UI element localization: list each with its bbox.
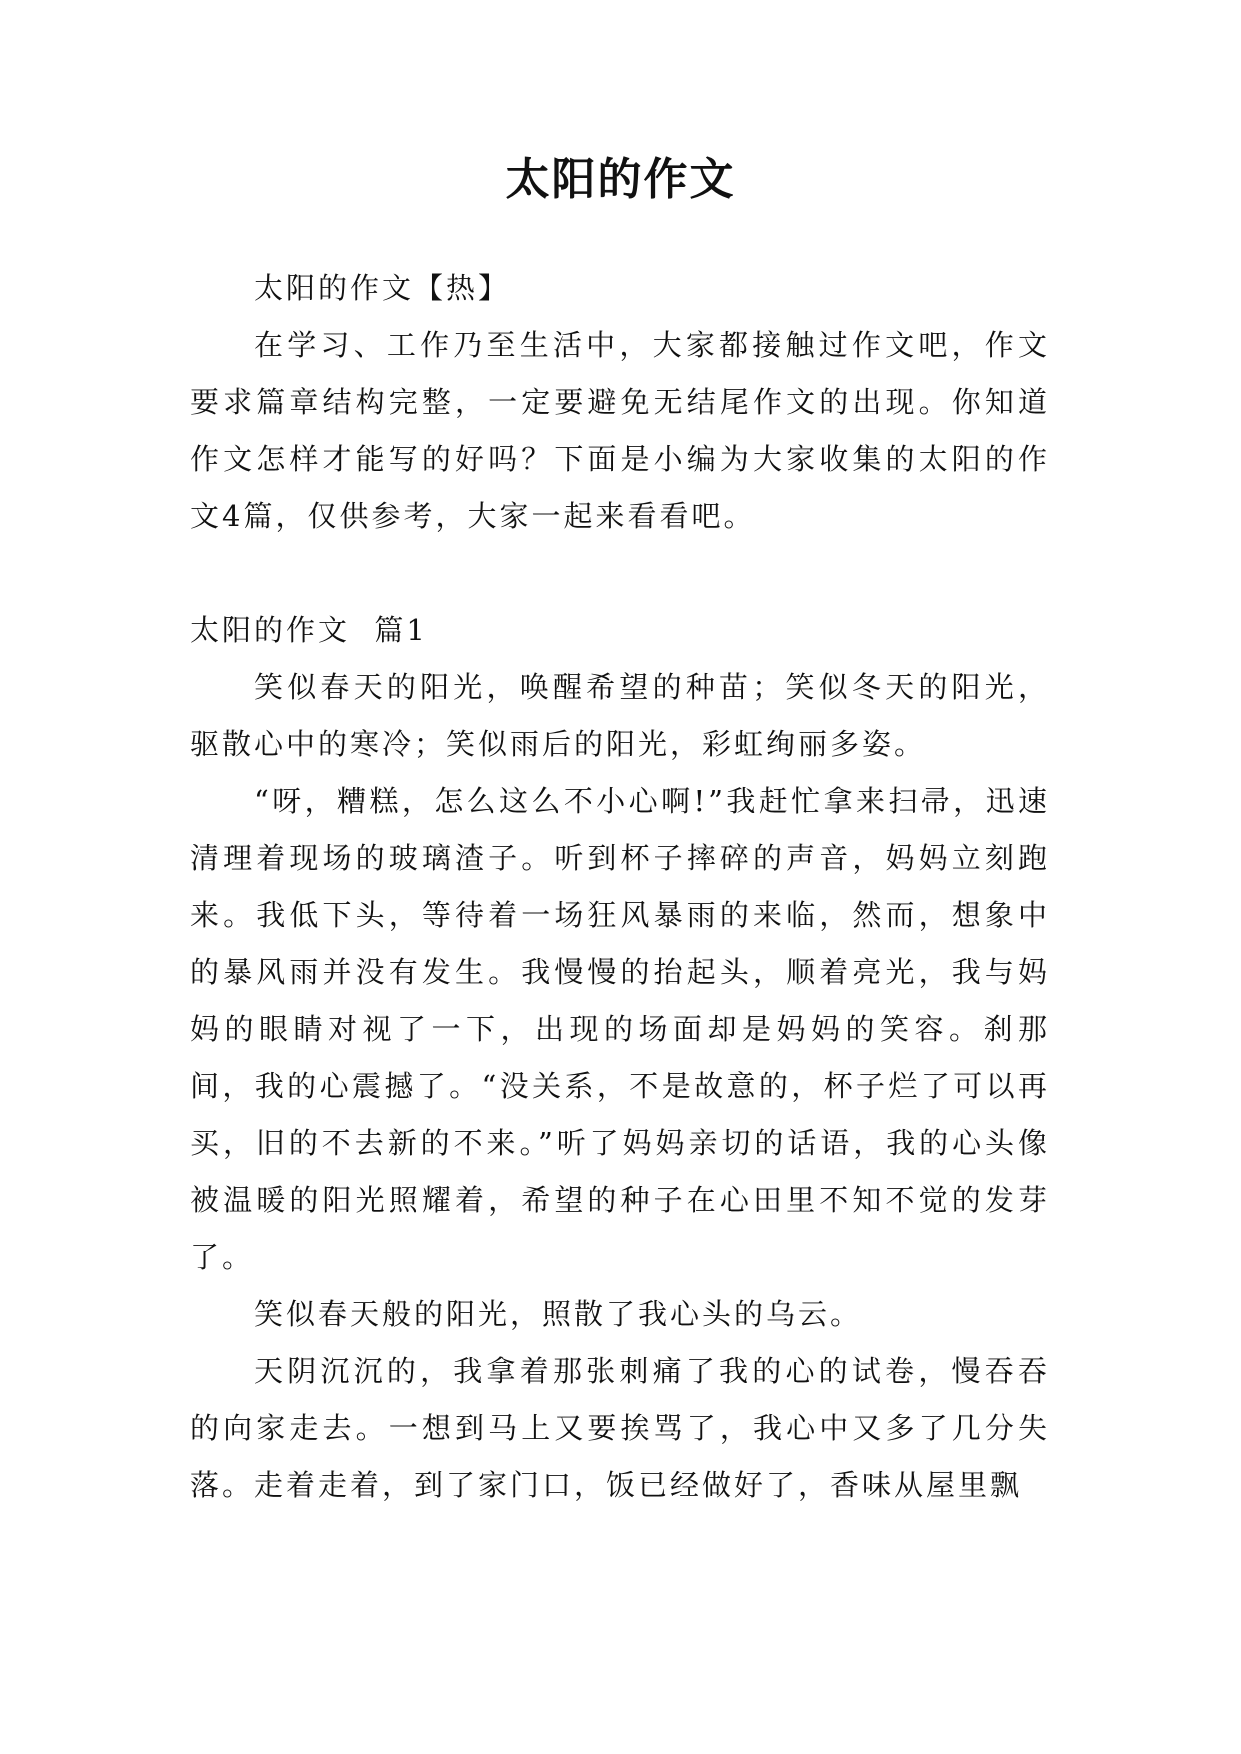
body-paragraph-1: 笑似春天的阳光，唤醒希望的种苗；笑似冬天的阳光，驱散心中的寒冷；笑似雨后的阳光，彩虹绚丽多姿。 bbox=[190, 670, 1050, 761]
section-heading: 太阳的作文 篇1 bbox=[190, 613, 428, 647]
intro-heading: 太阳的作文【热】 bbox=[254, 271, 511, 305]
document-body bbox=[190, 260, 1050, 1514]
body-paragraph-3: 笑似春天般的阳光，照散了我心头的乌云。 bbox=[254, 1297, 863, 1331]
body-paragraph-4: 天阴沉沉的，我拿着那张刺痛了我的心的试卷，慢吞吞的向家走去。一想到马上又要挨骂了，我心中又多了几分失落。走着走着，到了家门口，饭已经做好了，香味从屋里飘 bbox=[190, 1354, 1050, 1502]
intro-paragraph: 在学习、工作乃至生活中，大家都接触过作文吧，作文要求篇章结构完整，一定要避免无结尾作文的出现。你知道作文怎样才能写的好吗？下面是小编为大家收集的太阳的作文4篇，仅供参考，大家一起来看看吧。 bbox=[190, 328, 1050, 533]
document-title: 太阳的作文 bbox=[505, 154, 736, 205]
body-paragraph-2: “呀，糟糕，怎么这么不小心啊!”我赶忙拿来扫帚，迅速清理着现场的玻璃渣子。听到杯子摔碎的声音，妈妈立刻跑来。我低下头，等待着一场狂风暴雨的来临，然而，想象中的暴风雨并没有发生。我慢慢的抬起头，顺着亮光，我与妈妈的眼睛对视了一下，出现的场面却是妈妈的笑容。刹那间，我的心震撼了。“没关系，不是故意的，杯子烂了可以再买，旧的不去新的不来。”听了妈妈亲切的话语，我的心头像被温暖的阳光照耀着，希望的种子在心田里不知不觉的发芽了。 bbox=[190, 784, 1050, 1274]
